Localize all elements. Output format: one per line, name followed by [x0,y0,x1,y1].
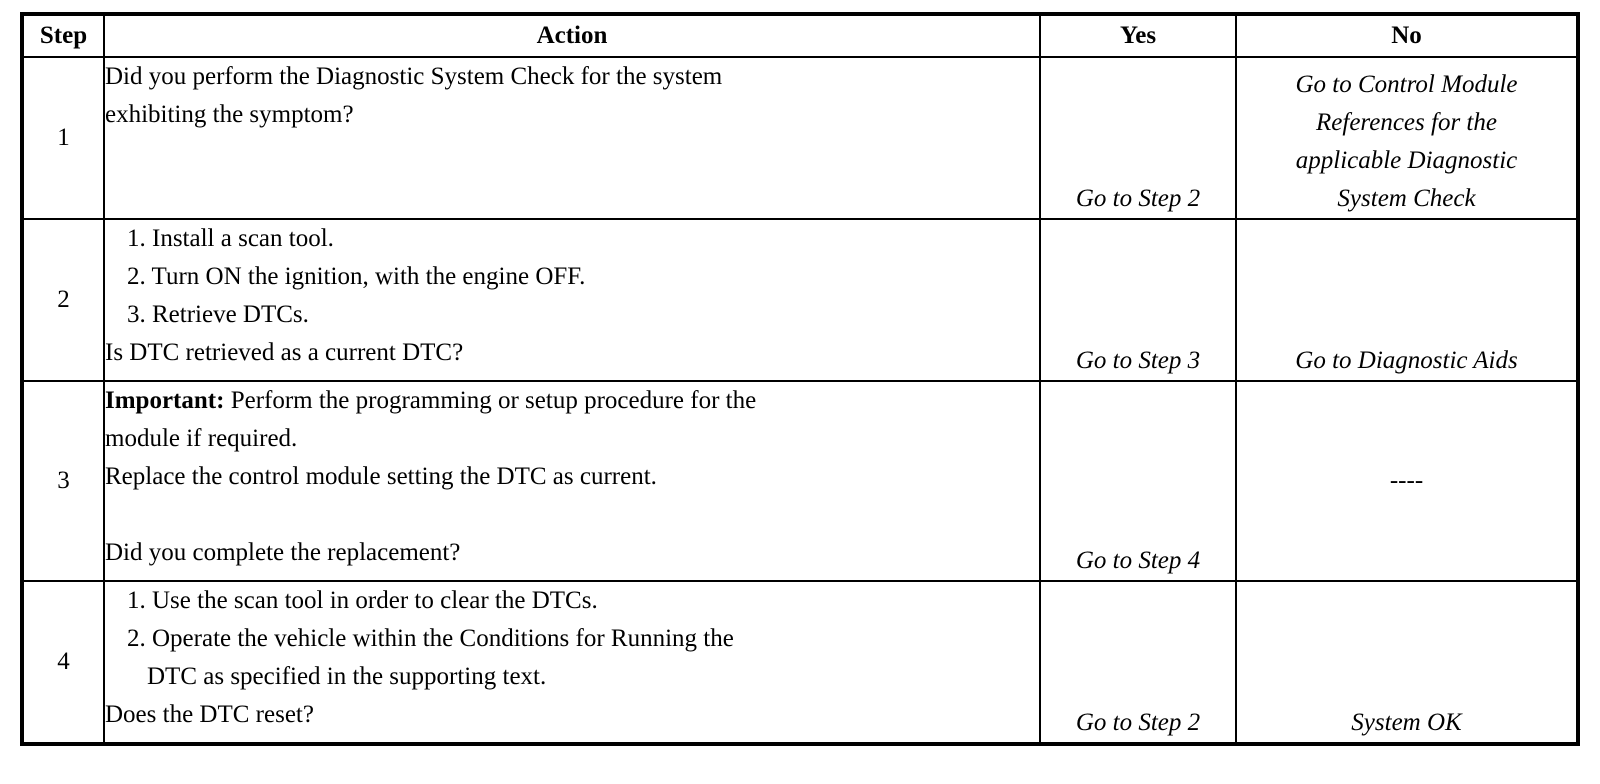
header-step: Step [22,14,104,57]
action-line: 1. Install a scan tool. [127,225,334,252]
no-line: References for the [1316,109,1497,136]
no-line: System Check [1337,185,1476,212]
no-cell: ---- [1236,381,1578,581]
table-row [22,381,1578,581]
step-number: 4 [22,581,104,744]
action-line: 2. Operate the vehicle within the Conditions for Running the [127,625,734,652]
action-line: Did you perform the Diagnostic System Check for the system [105,63,723,90]
action-line: 1. Use the scan tool in order to clear the DTCs. [127,587,598,614]
no-line: Go to Control Module [1295,71,1518,98]
no-cell: Go to Diagnostic Aids [1236,219,1578,381]
action-line: DTC as specified in the supporting text. [147,663,547,690]
table-row [22,57,1578,219]
header-yes: Yes [1040,14,1236,57]
header-row [22,14,1578,57]
important-text: Perform the programming or setup procedure for the [224,387,757,414]
action-cell [104,381,1040,581]
no-cell: System OK [1236,581,1578,744]
yes-cell: Go to Step 2 [1040,57,1236,219]
action-line: 3. Retrieve DTCs. [127,301,309,328]
yes-cell: Go to Step 4 [1040,381,1236,581]
spacer [105,496,1039,534]
action-line: 2. Turn ON the ignition, with the engine OFF. [127,263,586,290]
important-label: Important: [105,387,225,414]
step-number: 1 [22,57,104,219]
step-number: 3 [22,381,104,581]
yes-cell: Go to Step 2 [1040,581,1236,744]
header-no: No [1236,14,1578,57]
action-line: exhibiting the symptom? [105,101,354,128]
action-line [105,382,1039,420]
action-cell [104,219,1040,381]
table-row [22,581,1578,744]
action-line: Replace the control module setting the DTC as current. [105,463,657,490]
no-line: applicable Diagnostic [1295,147,1518,174]
action-question: Is DTC retrieved as a current DTC? [105,339,464,366]
action-question: Did you complete the replacement? [105,539,461,566]
table-row [22,219,1578,381]
action-line: module if required. [105,425,298,452]
header-action: Action [104,14,1040,57]
action-cell [104,57,1040,219]
yes-cell: Go to Step 3 [1040,219,1236,381]
diagnostic-table [20,12,1580,746]
step-number: 2 [22,219,104,381]
no-cell [1236,57,1578,219]
action-question: Does the DTC reset? [105,701,314,728]
action-cell [104,581,1040,744]
